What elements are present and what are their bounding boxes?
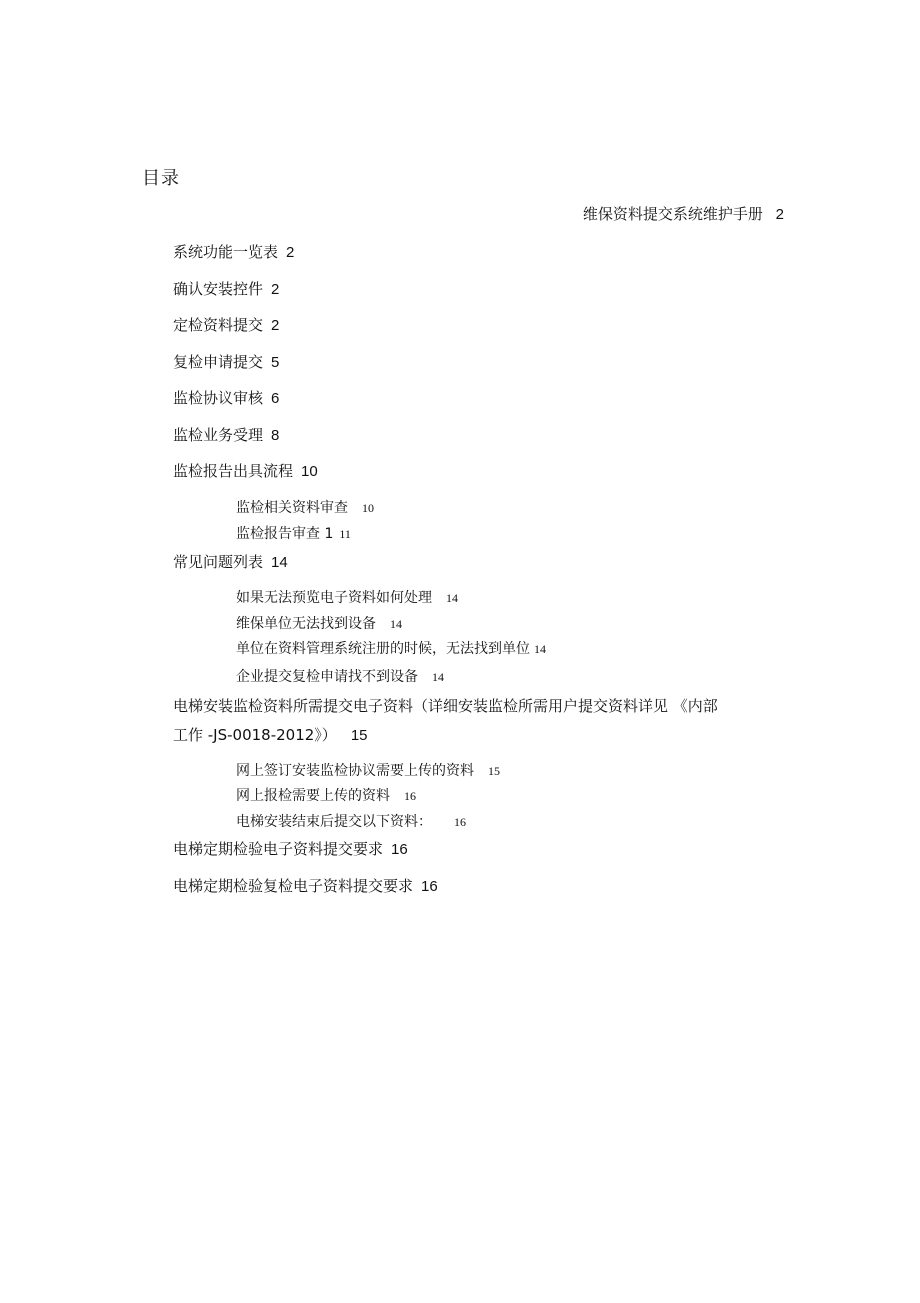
toc-subentry[interactable]: [236, 497, 374, 517]
toc-entry-page: 2: [775, 206, 784, 223]
toc-title: 目录: [142, 168, 180, 189]
toc-entry[interactable]: [173, 838, 408, 859]
toc-entry[interactable]: [173, 351, 279, 372]
toc-entry-page: 10: [301, 463, 318, 480]
toc-entry-text: 如果无法预览电子资料如何处理: [236, 590, 432, 606]
toc-subentry[interactable]: [236, 760, 500, 780]
toc-entry[interactable]: [173, 460, 318, 481]
toc-entry[interactable]: [173, 241, 294, 262]
toc-entry-manual[interactable]: [583, 203, 784, 224]
toc-entry-page: 2: [271, 317, 280, 334]
toc-entry-text: 网上报检需要上传的资料: [236, 788, 390, 804]
toc-entry-page: 14: [446, 591, 458, 605]
toc-entry-page: 15: [350, 727, 368, 744]
toc-entry-text-line2: 工作 -JS-0018-2012》）: [173, 726, 337, 744]
toc-subentry[interactable]: [236, 638, 546, 658]
toc-entry-page: 14: [534, 642, 546, 656]
toc-entry[interactable]: [173, 551, 288, 572]
toc-entry-text: 网上签订安装监检协议需要上传的资料: [236, 763, 474, 779]
toc-entry-text: 企业提交复检申请找不到设备: [236, 669, 418, 685]
toc-entry-text: 系统功能一览表: [173, 243, 279, 261]
toc-entry-text: 监检报告审查 1: [236, 526, 334, 542]
toc-entry-text-line1: 电梯安装监检资料所需提交电子资料（详细安装监检所需用户提交资料详见 《内部: [173, 697, 718, 715]
toc-entry-text: 维保资料提交系统维护手册: [582, 205, 763, 223]
toc-entry-page: 16: [404, 789, 416, 803]
toc-entry-page: 5: [271, 354, 280, 371]
toc-entry-text: 电梯定期检验复检电子资料提交要求: [173, 877, 414, 895]
toc-entry[interactable]: [173, 424, 279, 445]
toc-entry[interactable]: [173, 387, 279, 408]
toc-entry-text: 确认安装控件: [173, 280, 264, 298]
toc-subentry[interactable]: [236, 587, 458, 607]
toc-subentry[interactable]: [236, 523, 351, 543]
toc-entry-text: 单位在资料管理系统注册的时候，无法找到单位: [236, 641, 530, 657]
toc-entry-text: 电梯安装结束后提交以下资料：: [236, 814, 432, 830]
toc-entry-page: 6: [271, 390, 280, 407]
toc-entry-text: 维保单位无法找到设备: [236, 616, 376, 632]
toc-subentry[interactable]: [236, 811, 466, 831]
toc-entry[interactable]: [173, 314, 279, 335]
toc-entry-text: 监检相关资料审查: [236, 500, 348, 516]
toc-entry-page: 16: [421, 878, 438, 895]
toc-entry-page: 10: [362, 501, 374, 515]
toc-entry-page: 2: [271, 281, 280, 298]
toc-entry-page: 8: [271, 427, 280, 444]
toc-subentry[interactable]: [236, 613, 402, 633]
toc-entry-page: 16: [391, 841, 408, 858]
toc-entry-page: 11: [339, 527, 351, 541]
toc-entry-page: 14: [271, 554, 288, 571]
toc-entry-text: 电梯定期检验电子资料提交要求: [173, 840, 384, 858]
toc-entry-text: 监检业务受理: [173, 426, 264, 444]
toc-entry-page: 2: [286, 244, 295, 261]
toc-entry[interactable]: [173, 278, 279, 299]
toc-entry-text: 常见问题列表: [173, 553, 264, 571]
toc-entry-page: 14: [432, 670, 444, 684]
toc-entry-page: 15: [488, 764, 500, 778]
toc-entry[interactable]: [173, 875, 438, 896]
toc-subentry[interactable]: [236, 785, 416, 805]
toc-entry-page: 14: [390, 617, 402, 631]
toc-entry-text: 监检协议审核: [173, 389, 264, 407]
toc-entry-text: 定检资料提交: [173, 316, 264, 334]
toc-entry-page: 16: [454, 815, 466, 829]
toc-subentry[interactable]: [236, 666, 444, 686]
toc-entry-text: 监检报告出具流程: [173, 462, 294, 480]
toc-entry-text: 复检申请提交: [173, 353, 264, 371]
toc-entry-text-line2-wrap: [173, 724, 368, 745]
